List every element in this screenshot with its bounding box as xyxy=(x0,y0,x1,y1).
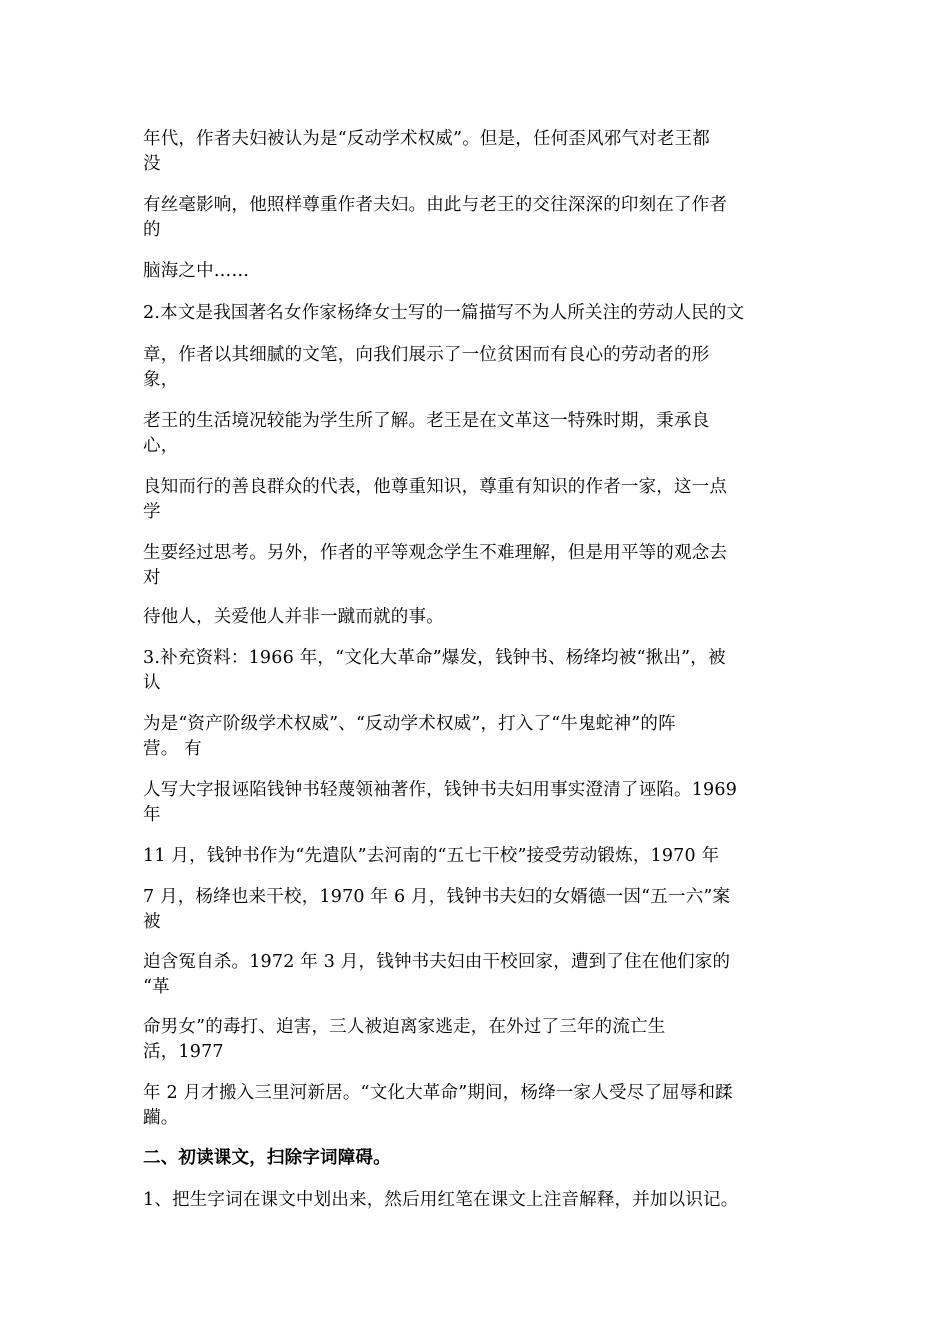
text-line: 11 月，钱钟书作为“先遣队”去河南的“五七干校”接受劳动锻炼，1970 年 xyxy=(143,846,720,866)
text-line: 学 xyxy=(143,502,161,522)
text-line: 没 xyxy=(143,154,161,174)
text-line: 年 xyxy=(143,805,161,825)
text-line: 人写大字报诬陷钱钟书轻蔑领袖著作，钱钟书夫妇用事实澄清了诬陷。1969 xyxy=(143,780,738,800)
section-heading: 二、初读课文，扫除字词障碍。 xyxy=(143,1148,391,1168)
text-line: 心， xyxy=(143,436,179,456)
text-line: 7 月，杨绛也来干校，1970 年 6 月，钱钟书夫妇的女婿德一因“五一六”案 xyxy=(143,887,731,907)
text-line: 生要经过思考。另外，作者的平等观念学生不难理解，但是用平等的观念去 xyxy=(143,543,728,563)
text-line: 脑海之中…… xyxy=(143,261,250,281)
text-line: 对 xyxy=(143,568,161,588)
text-line: 1、把生字词在课文中划出来，然后用红笔在课文上注音解释，并加以识记。 xyxy=(143,1190,739,1210)
text-line: 的 xyxy=(143,220,161,240)
text-line: 营。 有 xyxy=(143,739,202,759)
text-line: 良知而行的善良群众的代表，他尊重知识，尊重有知识的作者一家，这一点 xyxy=(143,477,728,497)
text-line: “革 xyxy=(143,977,170,997)
text-line: 迫含冤自杀。1972 年 3 月，钱钟书夫妇由干校回家，遭到了住在他们家的 xyxy=(143,952,731,972)
text-line: 年代，作者夫妇被认为是“反动学术权威”。但是，任何歪风邪气对老王都 xyxy=(143,129,710,149)
text-line: 为是“资产阶级学术权威”、“反动学术权威”，打入了“牛鬼蛇神”的阵 xyxy=(143,714,676,734)
text-line: 有丝毫影响，他照样尊重作者夫妇。由此与老王的交往深深的印刻在了作者 xyxy=(143,195,728,215)
text-line: 被 xyxy=(143,912,161,932)
text-line: 老王的生活境况较能为学生所了解。老王是在文革这一特殊时期，秉承良 xyxy=(143,411,710,431)
text-line: 待他人，关爱他人并非一蹴而就的事。 xyxy=(143,607,444,627)
text-line: 年 2 月才搬入三里河新居。“文化大革命”期间，杨绛一家人受尽了屈辱和蹂 xyxy=(143,1083,733,1103)
text-line: 命男女”的毒打、迫害，三人被迫离家逃走，在外过了三年的流亡生 xyxy=(143,1017,666,1037)
text-line: 活，1977 xyxy=(143,1042,224,1062)
text-line: 认 xyxy=(143,673,161,693)
text-line: 3.补充资料：1966 年，“文化大革命”爆发，钱钟书、杨绛均被“揪出”，被 xyxy=(143,648,726,668)
text-line: 2.本文是我国著名女作家杨绛女士写的一篇描写不为人所关注的劳动人民的文 xyxy=(143,303,745,323)
text-line: 象， xyxy=(143,370,179,390)
text-line: 躏。 xyxy=(143,1108,179,1128)
text-line: 章，作者以其细腻的文笔，向我们展示了一位贫困而有良心的劳动者的形 xyxy=(143,345,710,365)
